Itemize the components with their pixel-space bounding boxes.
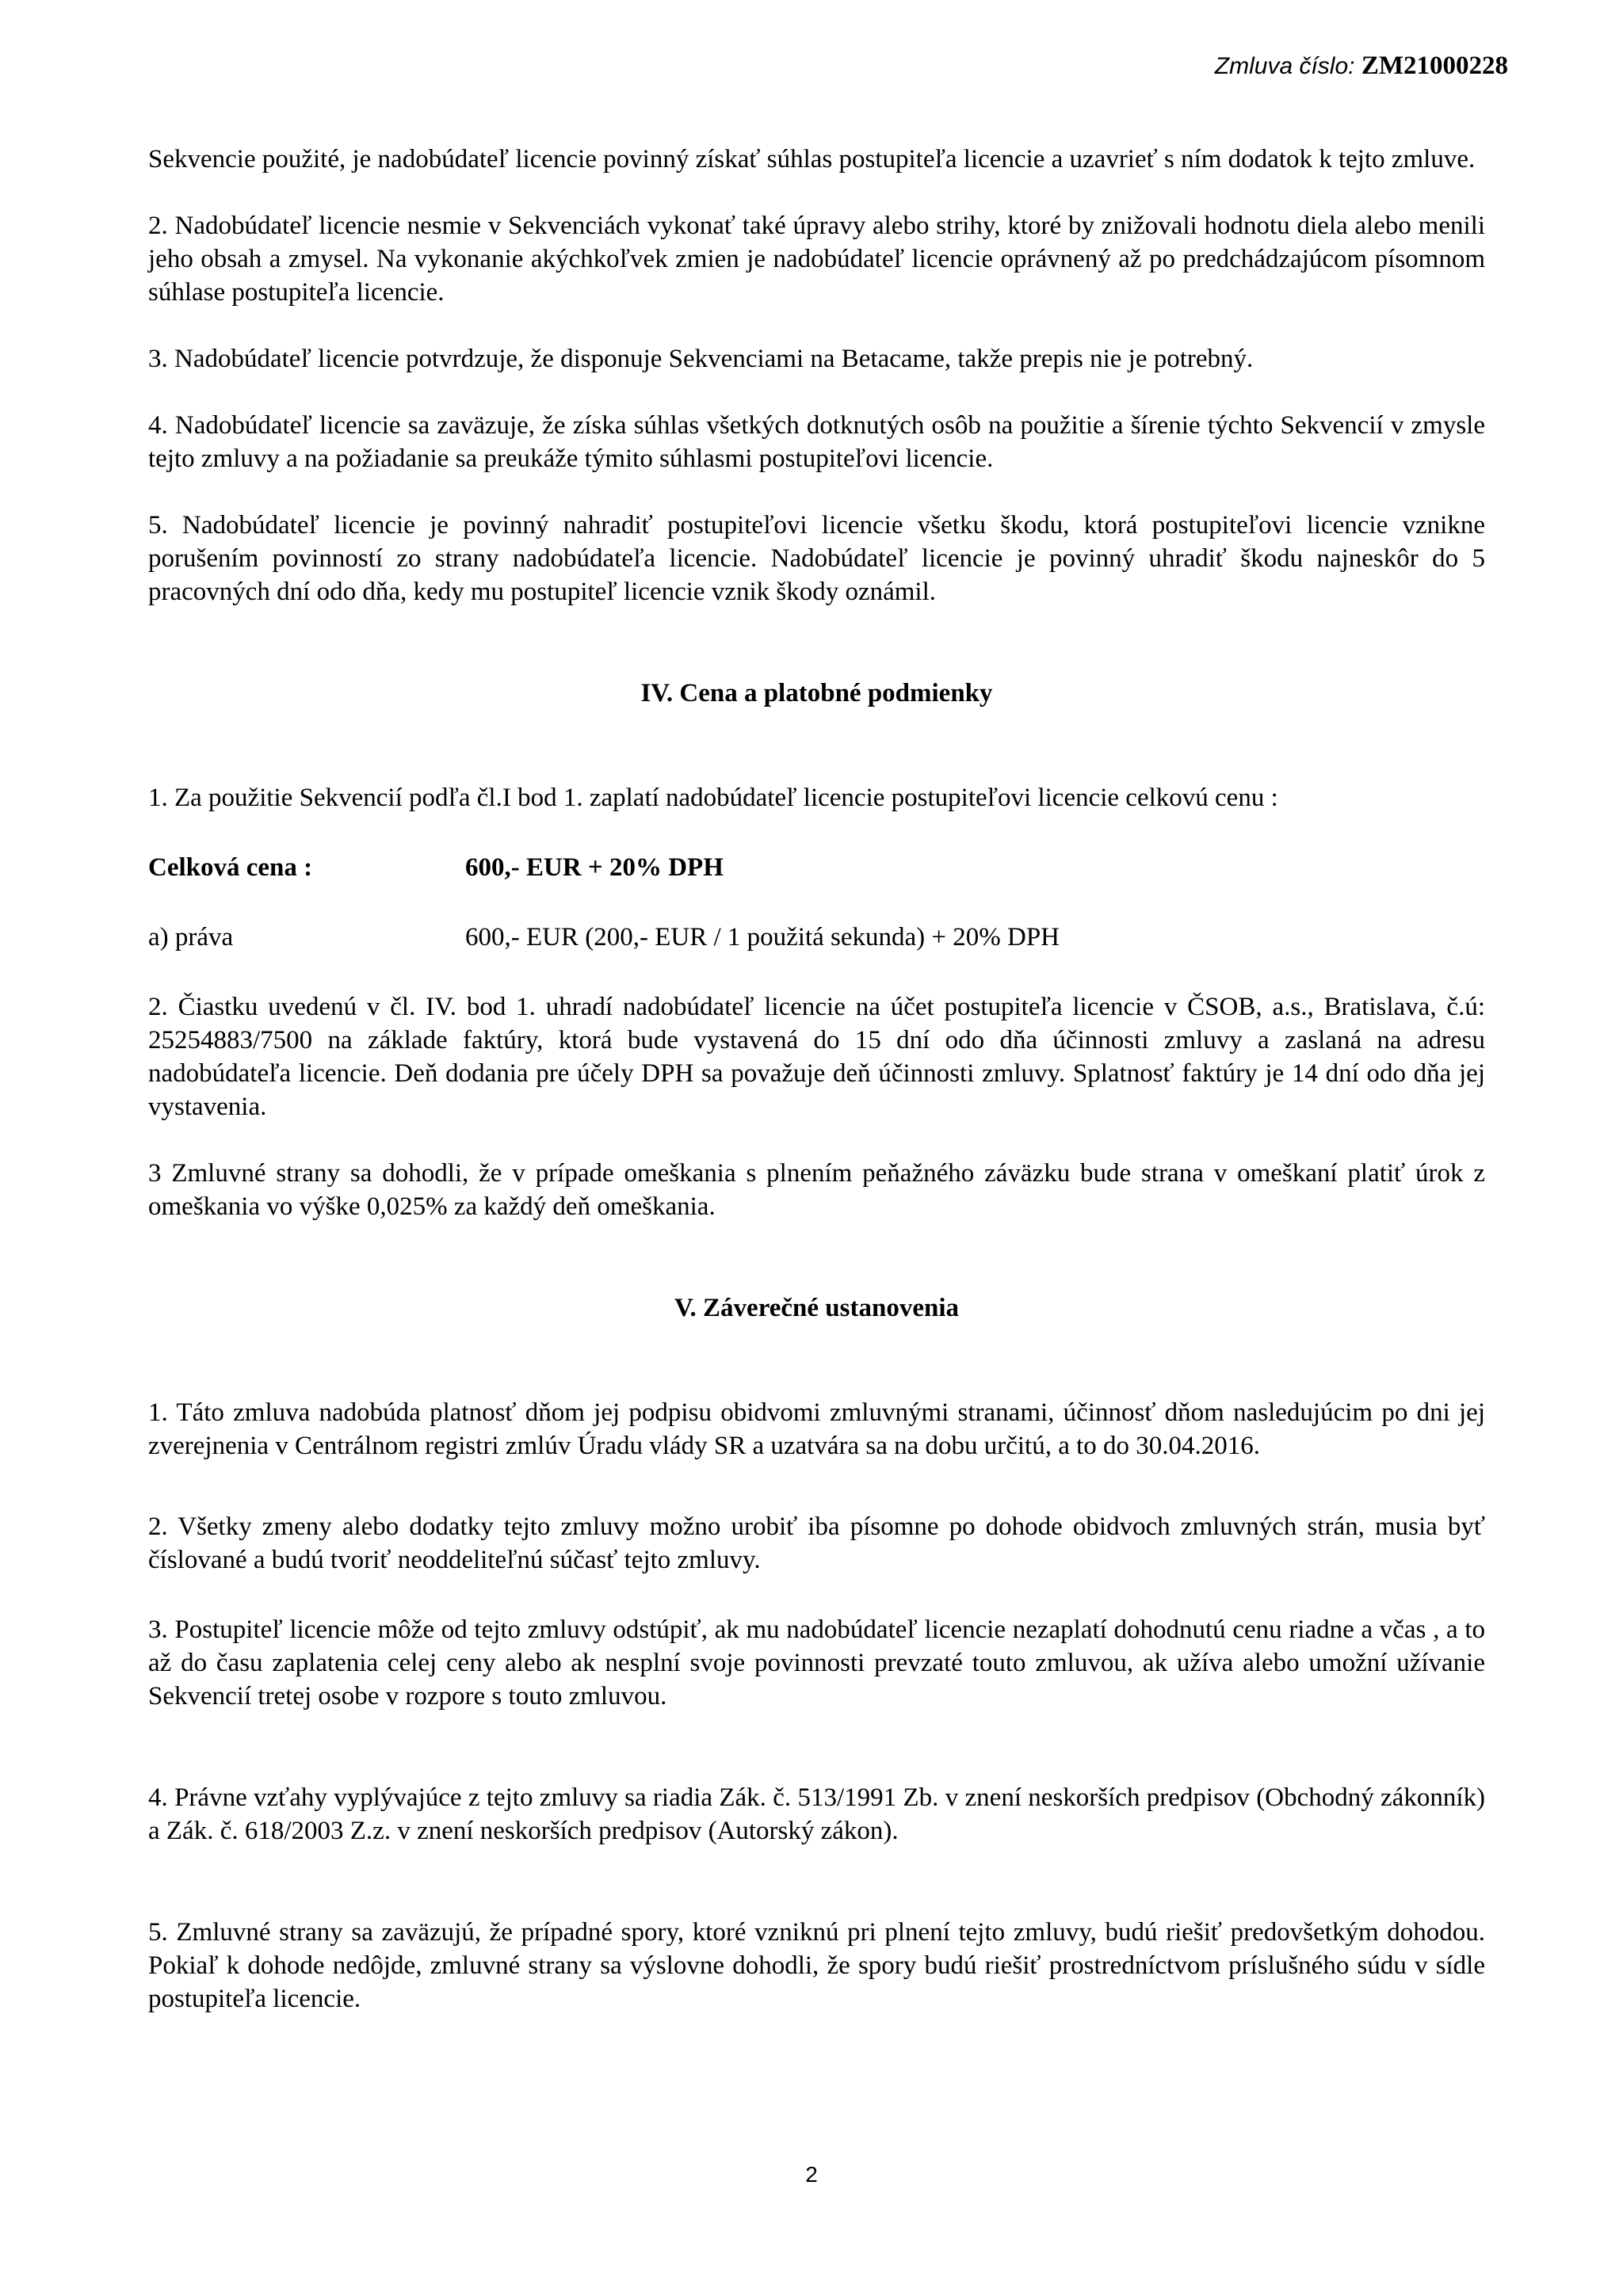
page-number: 2 [805, 2162, 818, 2187]
paragraph-5-5: 5. Zmluvné strany sa zaväzujú, že prípadné spory, ktoré vzniknú pri plnení tejto zmluvy, budú riešiť predovšetkým dohodou. Pokiaľ k dohode nedôjde, zmluvné strany sa výslovne dohodli, že spory budú riešiť prostredníctvom príslušného súdu v sídle postupiteľa licencie. [148, 1918, 1485, 2013]
document-body [148, 143, 1485, 2016]
paragraph-4-1: 1. Za použitie Sekvencií podľa čl.I bod 1. zaplatí nadobúdateľ licencie postupiteľovi licencie celkovú cenu : [148, 784, 1278, 812]
rights-price-value: 600,- EUR (200,- EUR / 1 použitá sekunda) + 20% DPH [465, 923, 1060, 952]
paragraph-5-2: 2. Všetky zmeny alebo dodatky tejto zmluvy možno urobiť iba písomne po dohode obidvoch zmluvných strán, musia byť číslované a budú tvoriť neoddeliteľnú súčasť tejto zmluvy. [148, 1512, 1485, 1574]
total-price-value: 600,- EUR + 20% DPH [465, 853, 724, 882]
paragraph-4-3: 3 Zmluvné strany sa dohodli, že v prípade omeškania s plnením peňažného záväzku bude strana v omeškaní platiť úrok z omeškania vo výške 0,025% za každý deň omeškania. [148, 1159, 1485, 1221]
paragraph-3-5: 5. Nadobúdateľ licencie je povinný nahradiť postupiteľovi licencie všetku škodu, ktorá postupiteľovi licencie vznikne porušením povinností zo strany nadobúdateľa licencie. Nadobúdateľ licencie je povinný uhradiť škodu najneskôr do 5 pracovných dní odo dňa, kedy mu postupiteľ licencie vznik škody oznámil. [148, 511, 1485, 606]
total-price-row [148, 851, 1485, 884]
rights-price-label: a) práva [148, 923, 234, 952]
paragraph-3-4: 4. Nadobúdateľ licencie sa zaväzuje, že získa súhlas všetkých dotknutých osôb na použitie a šírenie týchto Sekvencií v zmysle tejto zmluvy a na požiadanie sa preukáže týmito súhlasmi postupiteľovi licencie. [148, 411, 1485, 473]
contract-number-header [1215, 51, 1508, 81]
paragraph-3-3: 3. Nadobúdateľ licencie potvrdzuje, že disponuje Sekvenciami na Betacame, takže prepis nie je potrebný. [148, 345, 1254, 373]
rights-price-row [148, 921, 1485, 954]
paragraph-5-3: 3. Postupiteľ licencie môže od tejto zmluvy odstúpiť, ak mu nadobúdateľ licencie nezaplatí dohodnutú cenu riadne a včas , a to až do času zaplatenia celej ceny alebo ak nesplní svoje povinnosti prevzaté touto zmluvou, ak užíva alebo umožní užívanie Sekvencií tretej osobe v rozpore s touto zmluvou. [148, 1615, 1485, 1711]
total-price-label: Celková cena : [148, 853, 313, 882]
paragraph-4-2: 2. Čiastku uvedenú v čl. IV. bod 1. uhradí nadobúdateľ licencie na účet postupiteľa licencie v ČSOB, a.s., Bratislava, č.ú: 25254883/7500 na základe faktúry, ktorá bude vystavená do 15 dní odo dňa účinnosti zmluvy a zaslaná na adresu nadobúdateľa licencie. Deň dodania pre účely DPH sa považuje deň účinnosti zmluvy. Splatnosť faktúry je 14 dní odo dňa jej vystavenia. [148, 993, 1485, 1121]
paragraph-continued: Sekvencie použité, je nadobúdateľ licencie povinný získať súhlas postupiteľa licencie a uzavrieť s ním dodatok k tejto zmluve. [148, 145, 1476, 174]
section-iv-heading: IV. Cena a platobné podmienky [640, 679, 993, 707]
paragraph-5-1: 1. Táto zmluva nadobúda platnosť dňom jej podpisu obidvomi zmluvnými stranami, účinnosť dňom nasledujúcim po dni jej zverejnenia v Centrálnom registri zmlúv Úradu vlády SR a uzatvára sa na dobu určitú, a to do 30.04.2016. [148, 1398, 1485, 1460]
contract-number-label: Zmluva číslo: [1214, 53, 1361, 79]
paragraph-3-2: 2. Nadobúdateľ licencie nesmie v Sekvenciách vykonať také úpravy alebo strihy, ktoré by znižovali hodnotu diela alebo menili jeho obsah a zmysel. Na vykonanie akýchkoľvek zmien je nadobúdateľ licencie oprávnený až po predchádzajúcom písomnom súhlase postupiteľa licencie. [148, 212, 1485, 307]
contract-number-value: ZM21000228 [1361, 51, 1508, 80]
paragraph-5-4: 4. Právne vzťahy vyplývajúce z tejto zmluvy sa riadia Zák. č. 513/1991 Zb. v znení neskorších predpisov (Obchodný zákonník) a Zák. č. 618/2003 Z.z. v znení neskorších predpisov (Autorský zákon). [148, 1783, 1485, 1845]
section-v-heading: V. Záverečné ustanovenia [674, 1294, 960, 1322]
